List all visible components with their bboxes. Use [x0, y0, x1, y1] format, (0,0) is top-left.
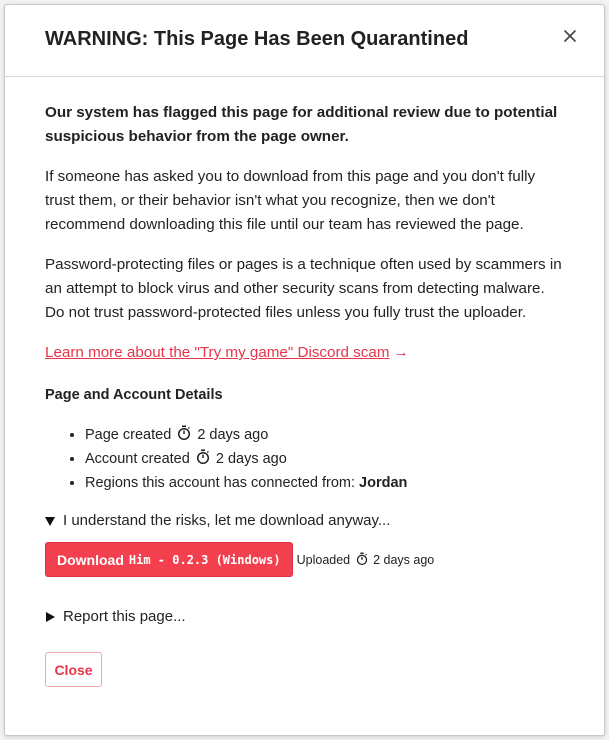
- report-page-label: Report this page...: [63, 608, 186, 625]
- lead-paragraph: Our system has flagged this page for additional review due to potential suspicious behavior from the page owner.: [45, 104, 558, 145]
- report-page-toggle[interactable]: [45, 605, 564, 629]
- regions-value: Jordan: [359, 475, 408, 491]
- regions-label: Regions this account has connected from:: [85, 475, 356, 491]
- download-row: [45, 542, 564, 577]
- dialog-title: WARNING: This Page Has Been Quarantined: [45, 28, 469, 50]
- download-risk-label: I understand the risks, let me download anyway...: [63, 512, 391, 529]
- uploaded-label: Uploaded: [296, 552, 351, 567]
- page-created-label: Page created: [85, 427, 172, 443]
- triangle-right-icon: [46, 612, 55, 622]
- details-heading: Page and Account Details: [45, 387, 223, 403]
- dialog-body: [5, 77, 604, 687]
- trust-paragraph: If someone has asked you to download from this page and you don't fully trust them, or their behavior isn't what you recognize, then we don't recommend downloading this file until our team has reviewed the page.: [45, 168, 536, 233]
- arrow-right-icon: →: [393, 344, 409, 361]
- stopwatch-icon: [177, 425, 191, 441]
- download-risk-toggle[interactable]: [45, 509, 564, 533]
- stopwatch-icon: [196, 449, 210, 465]
- dialog-header: [5, 5, 604, 77]
- download-button-label: Download: [57, 551, 124, 568]
- download-file-name: Him - 0.2.3 (Windows): [128, 552, 281, 567]
- account-created-label: Account created: [85, 451, 190, 467]
- list-item-page-created: [85, 423, 564, 447]
- list-item-regions: [85, 471, 564, 495]
- quarantine-dialog: [4, 4, 605, 736]
- download-button[interactable]: [45, 542, 293, 577]
- list-item-account-created: [85, 447, 564, 471]
- details-list: [45, 423, 564, 495]
- close-icon[interactable]: [558, 24, 582, 48]
- close-button[interactable]: Close: [45, 652, 102, 687]
- account-created-value: 2 days ago: [215, 451, 287, 467]
- page-created-value: 2 days ago: [197, 427, 269, 443]
- discord-scam-link-text: Learn more about the "Try my game" Discord scam: [45, 344, 390, 361]
- discord-scam-link[interactable]: [45, 341, 409, 365]
- uploaded-value: 2 days ago: [373, 552, 435, 567]
- download-section: [45, 509, 564, 577]
- upload-info: [297, 548, 435, 572]
- triangle-down-icon: [45, 517, 55, 526]
- stopwatch-icon: [356, 552, 368, 566]
- password-paragraph: Password-protecting files or pages is a technique often used by scammers in an attempt to block virus and other security scans from detecting malware. Do not trust password-protected files unless you fully trust the uploader.: [45, 256, 562, 321]
